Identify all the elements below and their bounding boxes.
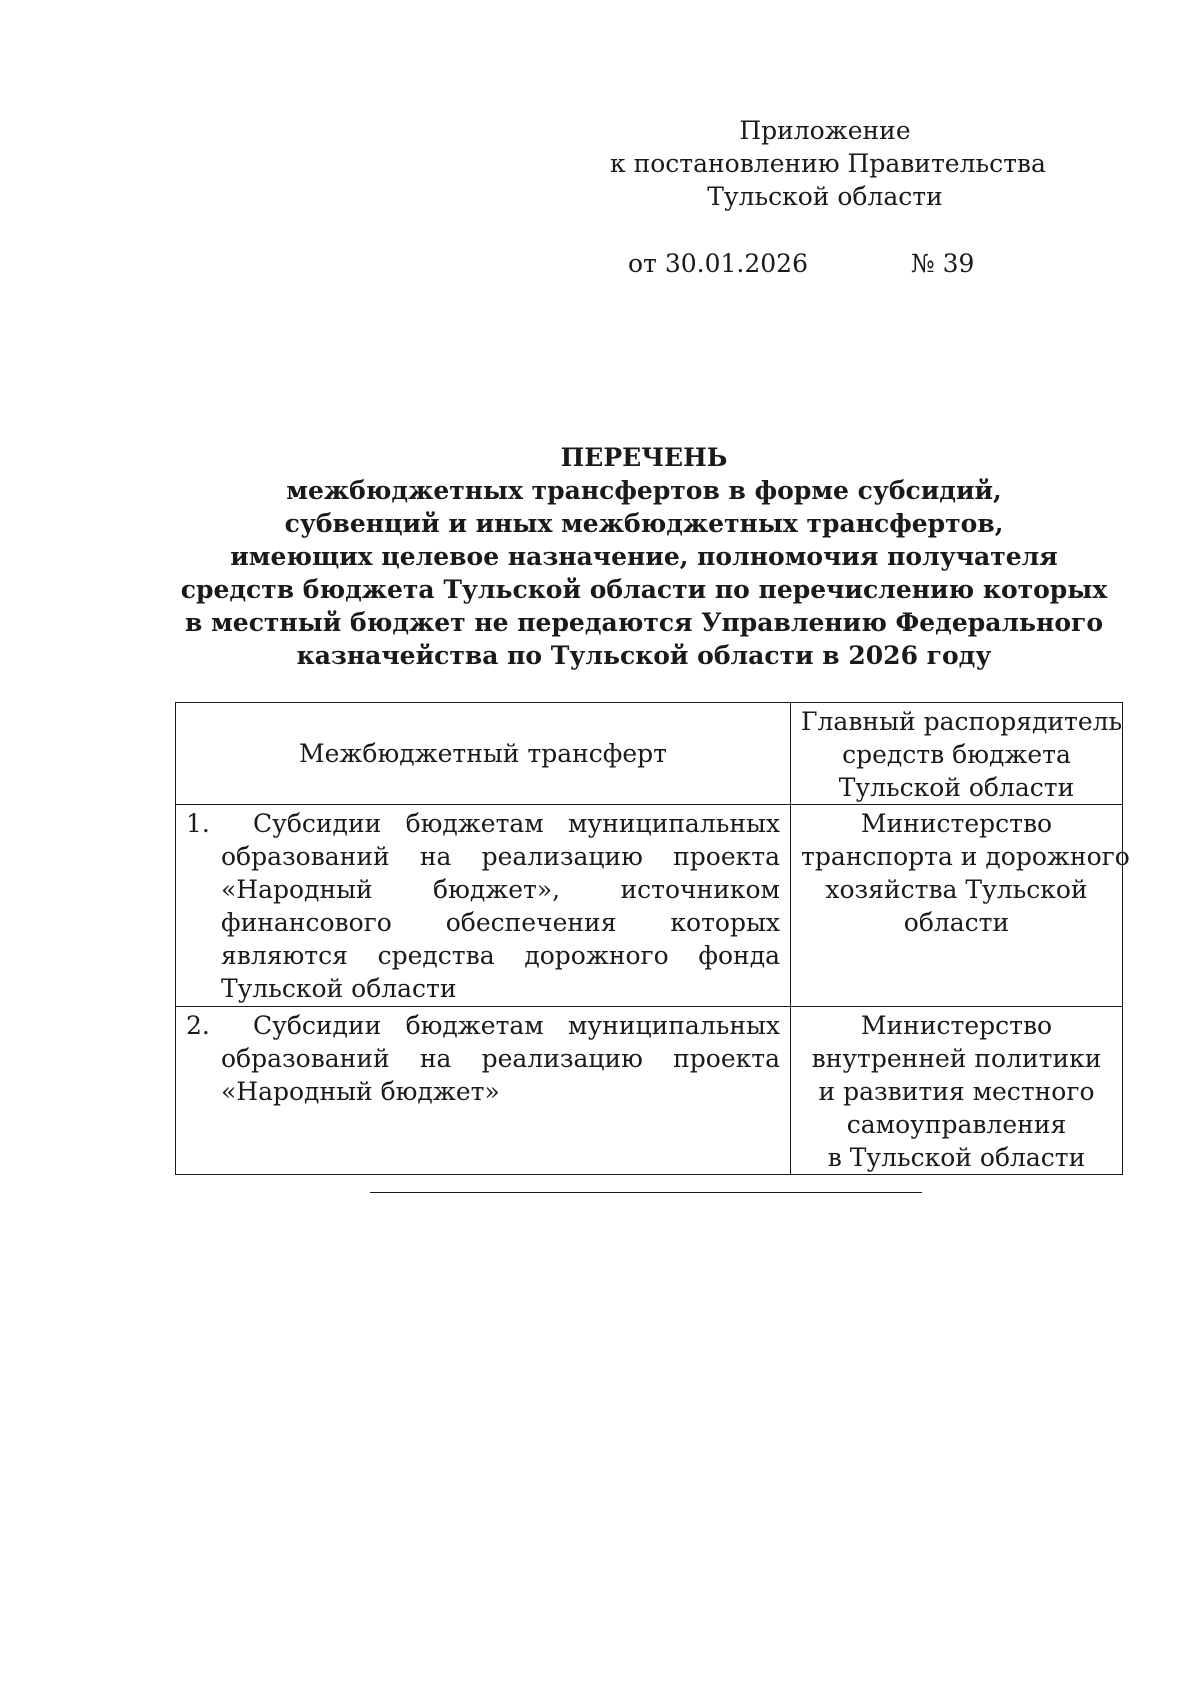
title-heading: ПЕРЕЧЕНЬ [560,443,728,472]
administrator-line: и развития местного [818,1077,1095,1106]
resolution-number: № 39 [911,249,975,278]
administrator-cell [791,1007,1123,1175]
administrator-line: хозяйства Тульской [825,875,1088,904]
title-line: казначейства по Тульской области в 2026 году [296,641,992,670]
transfer-text: Субсидии бюджетам муниципальных образований на реализацию проекта «Народный бюджет», источником финансового обеспечения которых являются средства дорожного фонда Тульской области [221,809,780,1003]
appendix-line: Приложение [739,116,911,145]
administrator-line: Министерство [860,1011,1053,1040]
header-transfer: Межбюджетный трансферт [176,703,791,805]
administrator-line: в Тульской области [827,1143,1086,1172]
administrator-line: самоуправления [846,1110,1067,1139]
title-line: межбюджетных трансфертов в форме субсидий, [286,476,1002,505]
document-title [170,441,1118,672]
administrator-line: транспорта и дорожного [801,842,1130,871]
resolution-date: от 30.01.2026 [628,249,808,278]
transfer-cell [176,805,791,1007]
transfer-cell [176,1007,791,1175]
appendix-block [610,114,1046,213]
title-line: средств бюджета Тульской области по перечислению которых [180,575,1108,604]
header-administrator [791,703,1123,805]
row-number: 2. [186,1011,210,1040]
title-line: имеющих целевое назначение, полномочия получателя [230,542,1058,571]
table-row [176,805,1123,1007]
administrator-cell [791,805,1130,1007]
table-row [176,1007,1123,1175]
appendix-line: Тульской области [707,182,943,211]
administrator-line: области [903,908,1010,937]
resolution-date-number [628,247,988,280]
administrator-line: Министерство [860,809,1053,838]
title-line: субвенций и иных межбюджетных трансфертов, [284,509,1004,538]
transfer-text: Субсидии бюджетам муниципальных образований на реализацию проекта «Народный бюджет» [221,1011,780,1106]
table-header-row [176,703,1123,805]
row-number: 1. [186,809,210,838]
appendix-line: к постановлению Правительства [610,149,1046,178]
title-line: в местный бюджет не передаются Управлению Федерального [185,608,1103,637]
transfers-table [175,702,1130,1175]
administrator-line: внутренней политики [811,1044,1102,1073]
header-administrator-line: средств бюджета [842,740,1071,769]
header-administrator-line: Тульской области [838,773,1075,802]
header-administrator-line: Главный распорядитель [801,707,1123,736]
end-divider-line [370,1192,922,1193]
